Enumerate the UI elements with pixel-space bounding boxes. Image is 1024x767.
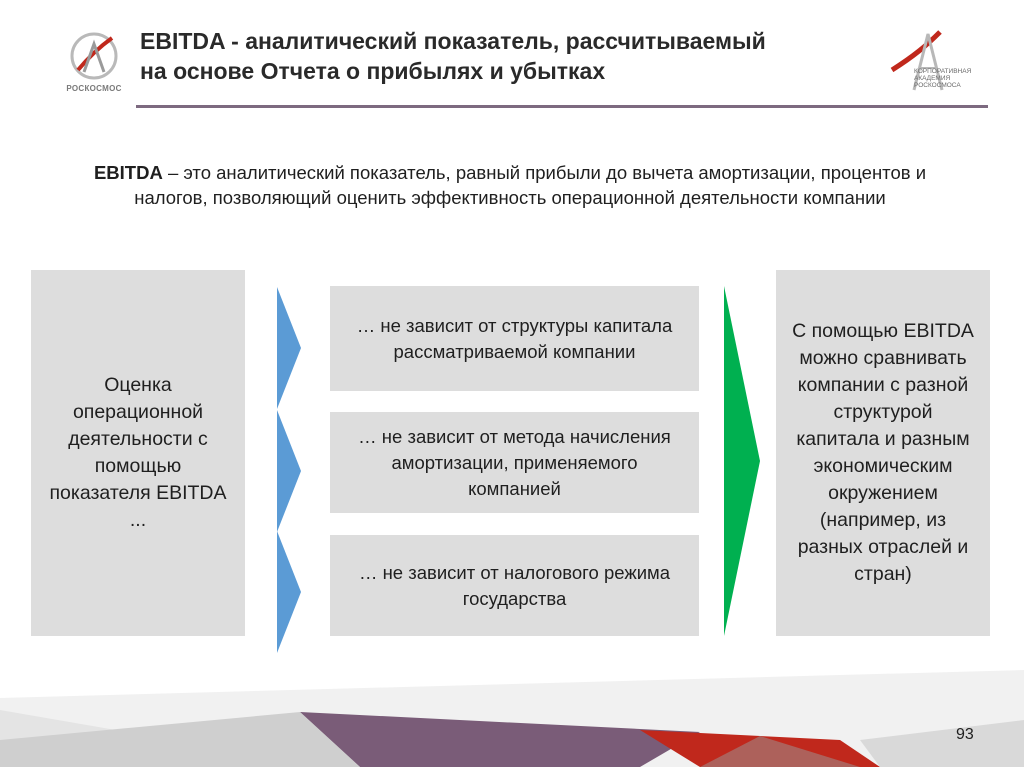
definition-text [60,160,960,210]
property-box-text: … не зависит от структуры капитала рассматриваемой компании [356,314,673,362]
logo-right-line-1: КОРПОРАТИВНАЯ [914,68,972,75]
evaluation-box [31,270,245,636]
logo-left-caption: РОСКОСМОС [66,84,122,93]
title-line-2: на основе Отчета о прибылях и убытках [140,58,606,84]
chevron-right-icon [277,410,301,532]
property-box-depreciation [330,412,699,513]
property-box-tax-regime [330,535,699,636]
conclusion-box-text: С помощью EBITDA можно сравнивать компании с разной структурой капитала и разным экономическим окружением (например, из разных отраслей и стран) [792,320,974,585]
definition-term: EBITDA [93,162,163,183]
academy-logo [884,28,994,98]
property-box-capital-structure [330,286,699,391]
chevron-right-icon [277,531,301,653]
property-box-text: … не зависит от метода начисления амортизации, применяемого компанией [358,425,671,499]
green-arrow-icon [724,286,760,636]
page-number: 93 [956,726,974,743]
logo-right-line-2: АКАДЕМИЯ [914,75,951,82]
page-title [140,26,930,86]
chevron-right-icon [277,287,301,409]
definition-body: – это аналитический показатель, равный прибыли до вычета амортизации, процентов и налогов, позволяющий оценить эффективность операционной деятельности компании [134,162,927,208]
logo-right-line-3: РОСКОСМОСА [914,82,961,89]
footer-decoration [0,640,1024,767]
logo-right-caption [914,68,994,89]
title-line-1: EBITDA - аналитический показатель, рассчитываемый [140,28,766,54]
conclusion-box [776,270,990,636]
evaluation-box-text: Оценка операционной деятельности с помощью показателя EBITDA ... [49,374,227,531]
header-divider [136,105,988,108]
roscosmos-logo [58,28,130,100]
property-box-text: … не зависит от налогового режима государства [358,561,671,609]
